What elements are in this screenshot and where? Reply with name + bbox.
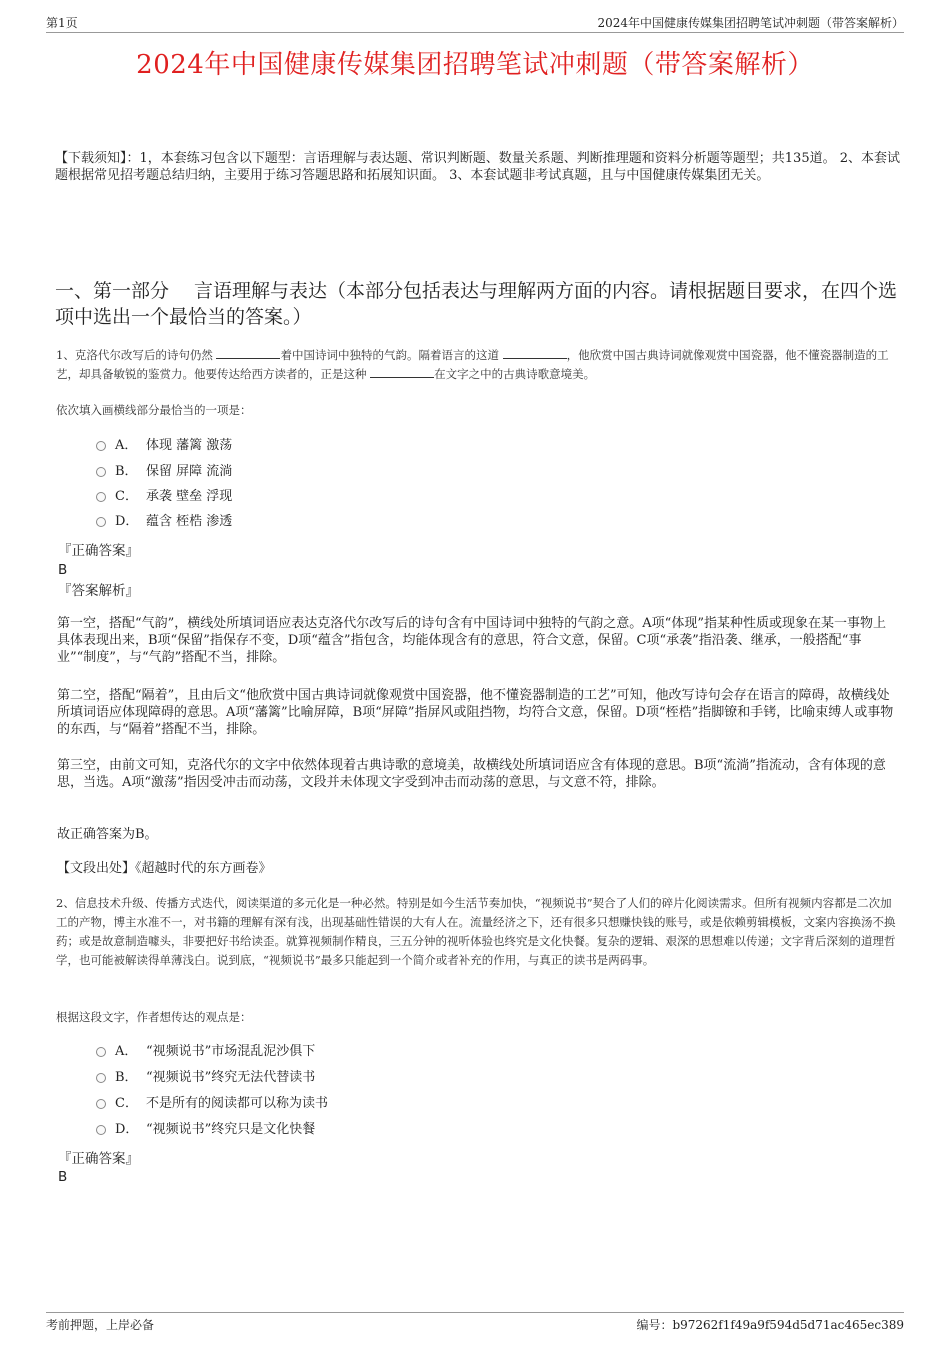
radio-icon[interactable] (96, 1047, 106, 1057)
header-doc-title: 2024年中国健康传媒集团招聘笔试冲刺题（带答案解析） (597, 16, 904, 30)
page-footer (46, 1312, 904, 1333)
q2-option-a[interactable]: A． “视频说书”市场混乱泥沙俱下 (96, 1042, 315, 1062)
radio-icon[interactable] (96, 441, 106, 451)
q2-answer-label: 『正确答案』 (58, 1151, 139, 1167)
question-1-prompt: 依次填入画横线部分最恰当的一项是： (56, 403, 252, 417)
q1-option-d[interactable]: D． 蕴含 桎梏 渗透 (96, 512, 232, 532)
download-notice: 【下载须知】：1，本套练习包含以下题型：言语理解与表达题、常识判断题、数量关系题、判断推理题和资料分析题等题型；共135道。 2、本套试题根据常见招考题总结归纳，主要用于练习答题思路和拓展知识面。 3、本套试题非考试真题，且与中国健康传媒集团无关。 (55, 151, 900, 183)
q1-analysis-para-3: 第三空，由前文可知，克洛代尔的文字中依然体现着古典诗歌的意境美，故横线处所填词语应含有体现的意思。B项“流淌”指流动，含有体现的意思，当选。A项“激荡”指因受冲击而动荡，文段并未体现文字受到冲击而动荡的意思，与文意不符，排除。 (57, 758, 886, 790)
q1-answer-label: 『正确答案』 (58, 543, 139, 559)
radio-icon[interactable] (96, 1099, 106, 1109)
q1-analysis-para-1: 第一空，搭配“气韵”，横线处所填词语应表达克洛代尔改写后的诗句含有中国诗词中独特的气韵之意。A项“体现”指某种性质或现象在某一事物上具体表现出来，B项“保留”指保存不变，D项“蕴含”指包含，均能体现含有的意思，符合文意，保留。C项“承袭”指沿袭、继承，一般搭配“事业”“制度”，与“气韵”搭配不当，排除。 (57, 616, 886, 665)
blank-2 (503, 346, 567, 359)
q1-answer: B (58, 562, 68, 578)
question-2-stem: 2、信息技术升级、传播方式迭代，阅读渠道的多元化是一种必然。特别是如今生活节奏加快，“视频说书”契合了人们的碎片化阅读需求。但所有视频内容都是二次加工的产物，博主水准不一，对书籍的理解有深有浅，出现基础性错误的大有人在。流量经济之下，还有很多只想赚快钱的账号，或是依赖剪辑模板，文案内容换汤不换药；或是故意制造噱头，非要把好书给读歪。就算视频制作精良，三五分钟的视听体验也终究是文化快餐。复杂的逻辑、艰深的思想难以传递；文字背后深刻的道理哲学，也可能被解读得单薄浅白。说到底，“视频说书”最多只能起到一个简介或者补充的作用，与真正的读书是两码事。 (56, 896, 896, 967)
q1-analysis-para-2: 第二空，搭配“隔着”，且由后文“他欣赏中国古典诗词就像观赏中国瓷器，他不懂瓷器制造的工艺”可知，他改写诗句会存在语言的障碍，故横线处所填词语应体现障碍的意思。A项“藩篱”比喻屏障，B项“屏障”指屏风或阻挡物，均符合文意，保留。D项“桎梏”指脚镣和手铐，比喻束缚人或事物的东西，与“隔着”搭配不当，排除。 (57, 688, 894, 737)
radio-icon[interactable] (96, 467, 106, 477)
footer-slogan: 考前押题，上岸必备 (46, 1318, 155, 1332)
q1-option-a[interactable]: A． 体现 藩篱 激荡 (96, 436, 232, 456)
radio-icon[interactable] (96, 1125, 106, 1135)
blank-3 (370, 365, 434, 378)
q1-conclusion: 故正确答案为B。 (57, 827, 158, 842)
question-1-stem: 1、克洛代尔改写后的诗句仍然 着中国诗词中独特的气韵。隔着语言的这道 ，他欣赏中国古典诗词就像观赏中国瓷器，他不懂瓷器制造的工艺，却具备敏锐的鉴赏力。他要传达给西方读者的，正是这种 在文字之中的古典诗歌意境美。 (56, 348, 889, 381)
radio-icon[interactable] (96, 517, 106, 527)
q1-source: 【文段出处】《超越时代的东方画卷》 (57, 861, 272, 876)
section-title: 一、第一部分 言语理解与表达（本部分包括表达与理解两方面的内容。请根据题目要求，在四个选项中选出一个最恰当的答案。） (55, 280, 898, 328)
page-number: 第1页 (46, 16, 78, 30)
q2-answer: B (58, 1169, 68, 1185)
document-title: 2024年中国健康传媒集团招聘笔试冲刺题（带答案解析） (136, 50, 814, 80)
q1-option-b[interactable]: B． 保留 屏障 流淌 (96, 462, 232, 482)
question-2-prompt: 根据这段文字，作者想传达的观点是： (56, 1010, 252, 1024)
blank-1 (216, 346, 280, 359)
q1-analysis-label: 『答案解析』 (58, 583, 139, 599)
footer-doc-id: 编号：b97262f1f49a9f594d5d71ac465ec389 (636, 1318, 904, 1332)
q2-option-b[interactable]: B． “视频说书”终究无法代替读书 (96, 1068, 315, 1088)
page-header (46, 12, 904, 33)
q2-option-d[interactable]: D． “视频说书”终究只是文化快餐 (96, 1120, 315, 1140)
radio-icon[interactable] (96, 492, 106, 502)
q1-option-c[interactable]: C． 承袭 壁垒 浮现 (96, 487, 232, 507)
q2-option-c[interactable]: C． 不是所有的阅读都可以称为读书 (96, 1094, 328, 1114)
radio-icon[interactable] (96, 1073, 106, 1083)
